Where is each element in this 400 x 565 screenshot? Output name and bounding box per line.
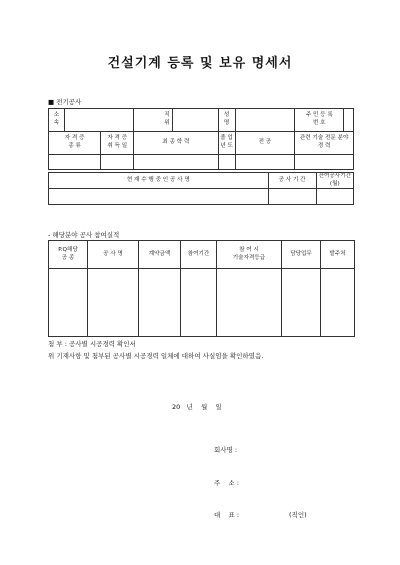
graduation-year-value[interactable]	[218, 155, 235, 170]
resident-number-label: 주 민 등 록 번 호	[295, 109, 344, 132]
personnel-table	[48, 108, 354, 205]
page-title: 건설기계 등록 및 보유 명세서	[107, 56, 293, 71]
seal-mark: (직인)	[289, 511, 307, 519]
pq-type-cell[interactable]	[49, 269, 88, 337]
education-value[interactable]	[134, 155, 218, 170]
participation-period-cell[interactable]	[181, 269, 217, 337]
address-label: 주 소 :	[214, 479, 240, 487]
section-heading-experience: - 해당분야 공사 참여실적	[48, 231, 120, 239]
project-period-value[interactable]	[268, 189, 316, 205]
career-header: 관련 기술 전문 분야 경 력	[295, 132, 354, 155]
confirmation-statement: 위 기재사항 및 첨부된 공사별 시공경력 일체에 대하여 사실임을 확인하였음.	[48, 352, 264, 360]
education-header: 최 종 학 력	[134, 132, 218, 155]
affiliation-label: 소 속	[49, 109, 65, 132]
remaining-period-header: 잔여공사기간(월)	[316, 173, 353, 189]
current-project-header: 현 재 수 행 중 인 공 사 명	[49, 173, 269, 189]
project-period-header: 공 사 기 간	[268, 173, 316, 189]
name-value[interactable]	[235, 109, 295, 132]
current-project-value[interactable]	[49, 189, 269, 205]
duty-header: 담당업무	[282, 241, 321, 269]
section-heading-electrical: ■ 전기공사	[48, 98, 82, 106]
position-label: 직 위	[134, 109, 172, 132]
license-type-header: 자 격 증 종 류	[49, 132, 101, 155]
participation-period-header: 참여기간	[181, 241, 217, 269]
resident-number-value[interactable]	[344, 109, 354, 132]
remaining-period-value[interactable]	[316, 189, 353, 205]
company-name-label: 회사명 :	[214, 446, 238, 454]
contract-amount-header: 계약금액	[139, 241, 181, 269]
project-name-cell[interactable]	[88, 269, 139, 337]
technical-grade-cell[interactable]	[217, 269, 282, 337]
experience-table	[48, 240, 355, 337]
graduation-year-header: 졸 업 년 도	[218, 132, 235, 155]
project-name-header: 공 사 명	[88, 241, 139, 269]
position-value[interactable]	[172, 109, 218, 132]
affiliation-value[interactable]	[64, 109, 133, 132]
license-date-value[interactable]	[101, 155, 134, 170]
representative-label: 대 표 :	[214, 511, 240, 519]
attachment-note: 첨 부 : 공사별 시공경력 확인서	[48, 340, 136, 348]
technical-grade-header: 참 여 시 기술자격등급	[217, 241, 282, 269]
major-value[interactable]	[235, 155, 295, 170]
pq-type-header: P.Q해당 공 종	[49, 241, 88, 269]
date-line: 20 년 월 일	[172, 403, 222, 411]
client-header: 발주처	[321, 241, 355, 269]
major-header: 전 공	[235, 132, 295, 155]
contract-amount-cell[interactable]	[139, 269, 181, 337]
name-label: 성 명	[218, 109, 235, 132]
career-value[interactable]	[295, 155, 354, 170]
license-date-header: 자 격 증 취 득 일	[101, 132, 134, 155]
duty-cell[interactable]	[282, 269, 321, 337]
client-cell[interactable]	[321, 269, 355, 337]
license-type-value[interactable]	[49, 155, 101, 170]
